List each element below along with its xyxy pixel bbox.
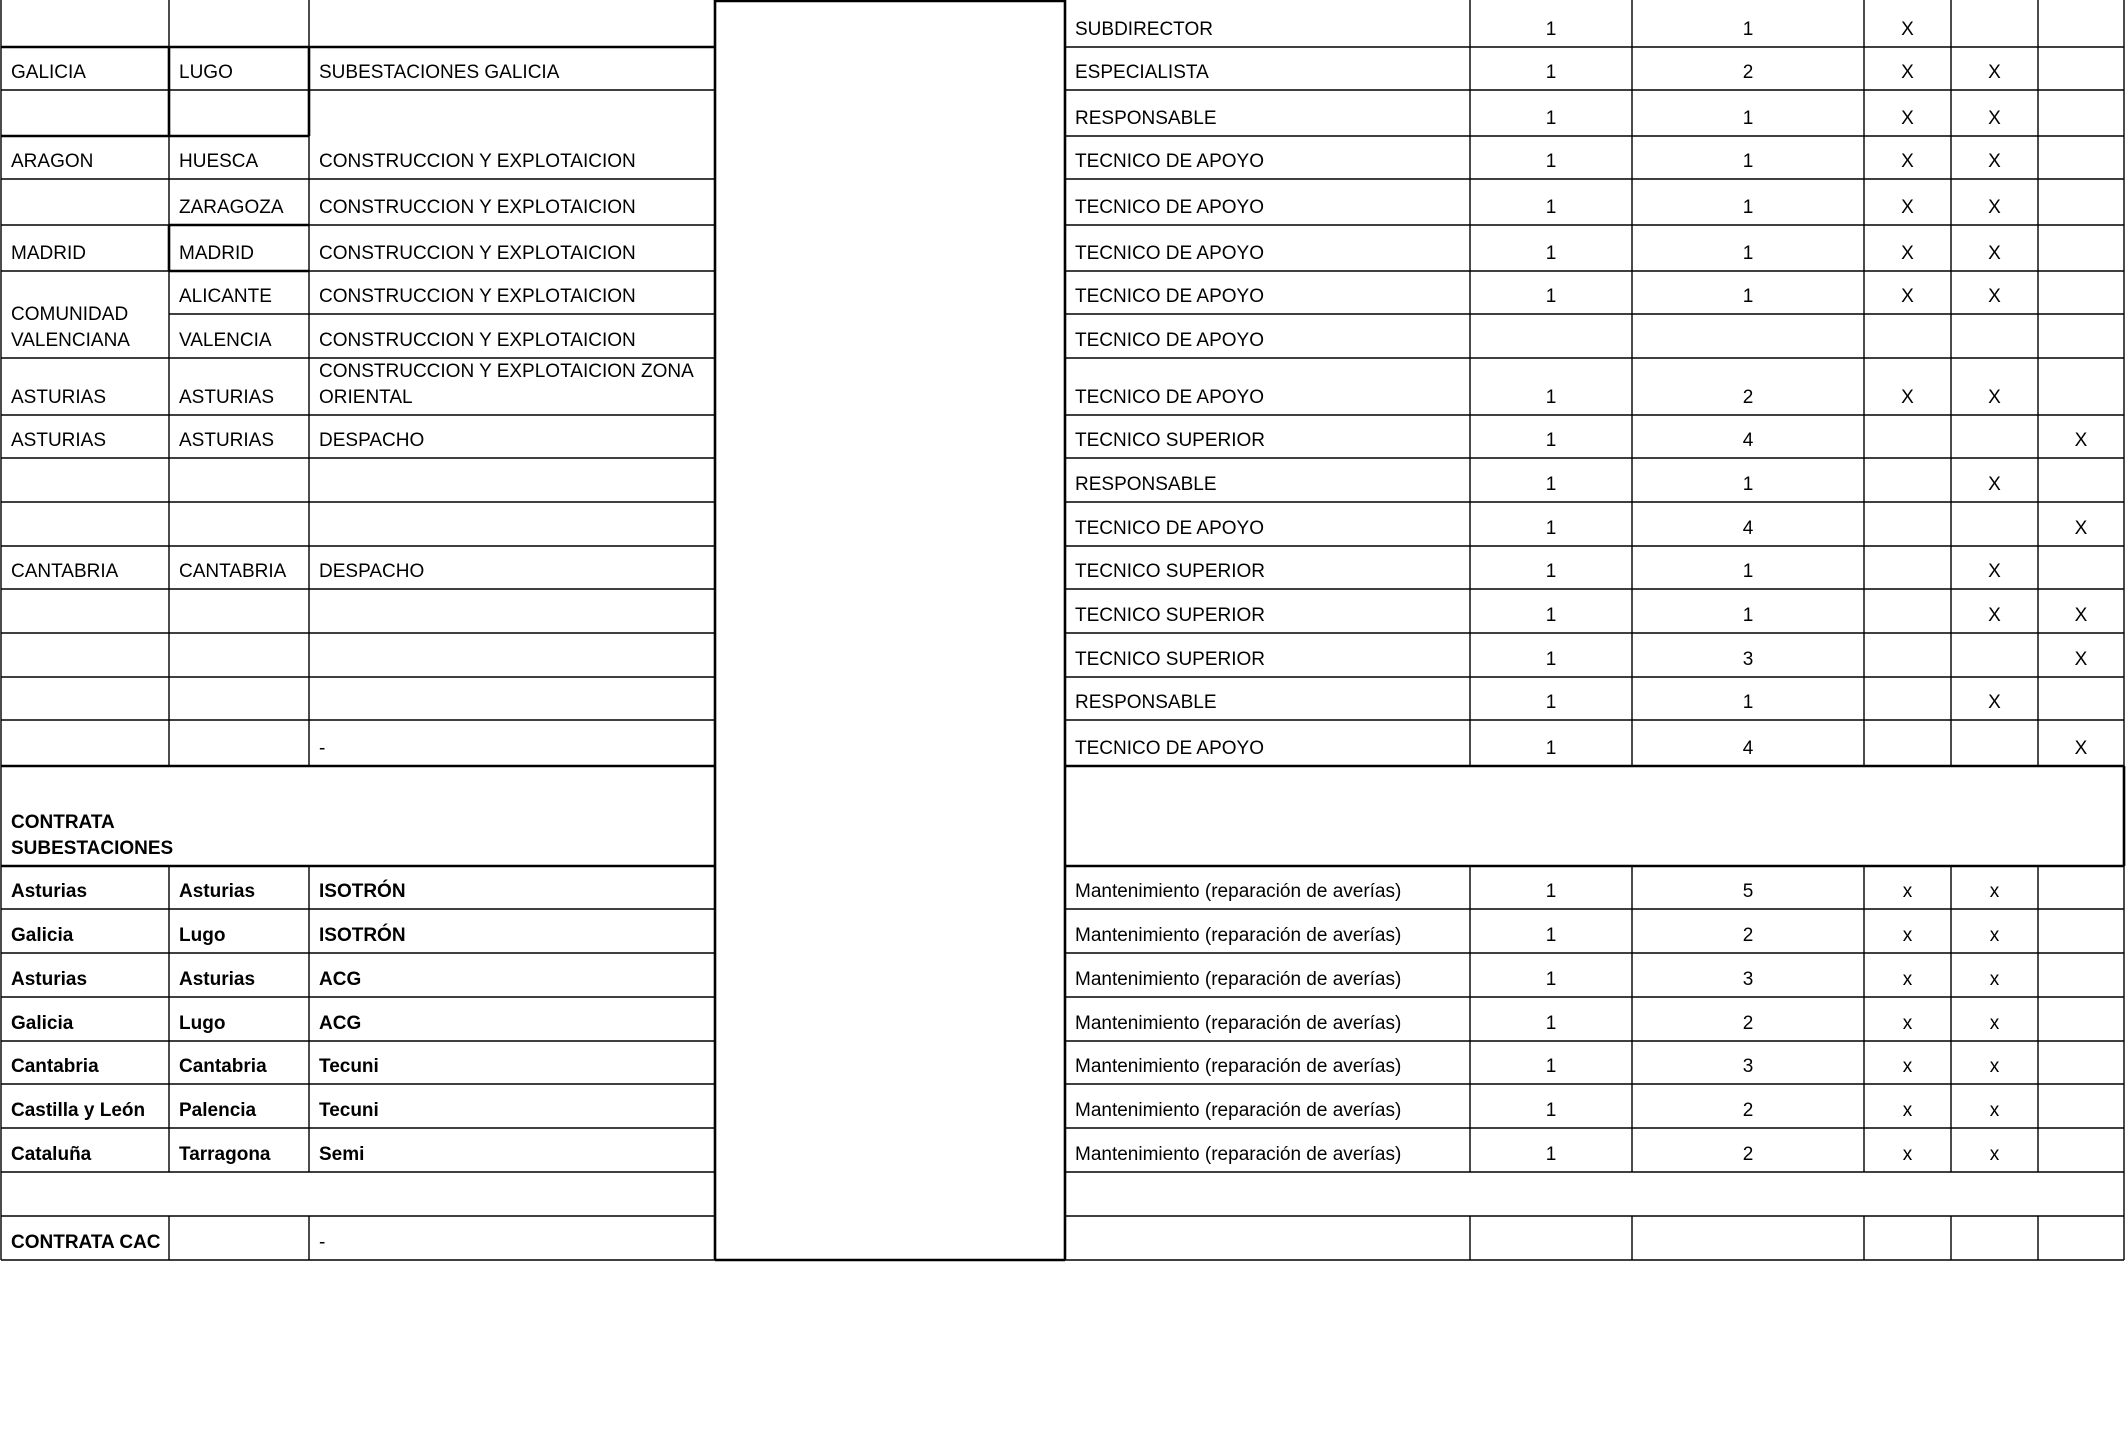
cell-count-b: 3 [1742,1056,1754,1077]
cell-region: Asturias [11,881,88,902]
section-title-contrata-cac: CONTRATA CAC [11,1232,161,1253]
cell-region: Galicia [11,925,74,946]
cell-mark-3: X [2074,649,2088,670]
cell-count-b: 1 [1742,692,1754,713]
cell-province: CANTABRIA [179,561,287,582]
cell-count-b: 1 [1742,197,1754,218]
cell-mark-2: X [1988,387,2001,408]
cell-mark-1: x [1902,1144,1913,1165]
cell-province: LUGO [179,62,233,83]
cell-task: Mantenimiento (reparación de averías) [1075,1100,1402,1121]
cell-count-a: 1 [1545,692,1557,713]
cell-role: RESPONSABLE [1075,692,1217,713]
cell-mark-1: X [1901,243,1914,264]
cell-region: Galicia [11,1013,74,1034]
cell-mark-3: X [2074,518,2088,539]
cell-province: ASTURIAS [179,430,275,451]
cell-mark-1: X [1901,387,1914,408]
cell-count-a: 1 [1545,286,1557,307]
cell-region: CANTABRIA [11,561,119,582]
cell-role: TECNICO SUPERIOR [1075,430,1266,451]
cell-mark-1: x [1902,969,1913,990]
cell-company: Semi [319,1144,365,1165]
cell-area: CONSTRUCCION Y EXPLOTAICION [319,286,636,307]
cell-mark-2: X [1988,692,2001,713]
cell-task: Mantenimiento (reparación de averías) [1075,1013,1402,1034]
cell-role: TECNICO DE APOYO [1075,738,1264,759]
cell-region: GALICIA [11,62,86,83]
cell-mark-1: X [1901,19,1914,40]
cell-count-b: 1 [1742,108,1754,129]
cell-count-a: 1 [1545,19,1557,40]
cell-count-a: 1 [1545,1100,1557,1121]
cell-count-a: 1 [1545,518,1557,539]
cell-count-b: 1 [1742,286,1754,307]
cell-area: CONSTRUCCION Y EXPLOTAICION [319,243,636,264]
cell-role: TECNICO SUPERIOR [1075,605,1266,626]
cell-count-b: 4 [1742,738,1754,759]
cell-role: TECNICO DE APOYO [1075,330,1264,351]
cell-mark-2: X [1988,605,2001,626]
cell-task: Mantenimiento (reparación de averías) [1075,925,1402,946]
cell-count-a: 1 [1545,197,1557,218]
cell-count-b: 4 [1742,430,1754,451]
cell-role: RESPONSABLE [1075,108,1217,129]
cell-mark-2: X [1988,108,2001,129]
cell-count-b: 1 [1742,19,1754,40]
cell-task: Mantenimiento (reparación de averías) [1075,1144,1402,1165]
cell-count-b: 2 [1742,62,1754,83]
cell-role: TECNICO DE APOYO [1075,518,1264,539]
cell-count-b: 2 [1742,1100,1754,1121]
cell-count-a: 1 [1545,1013,1557,1034]
cell-count-b: 5 [1742,881,1754,902]
cell-area: SUBESTACIONES GALICIA [319,62,560,83]
cell-province: Asturias [179,969,256,990]
cell-mark-1: x [1902,925,1913,946]
cell-company: ACG [319,1013,362,1034]
cell-company: Tecuni [319,1100,379,1121]
cell-mark-3: X [2074,430,2088,451]
cell-mark-2: X [1988,197,2001,218]
cell-company: ISOTRÓN [319,925,406,946]
cell-count-b: 2 [1742,1013,1754,1034]
cell-mark-2: x [1989,969,2000,990]
cell-count-b: 3 [1742,969,1754,990]
cell-province: Lugo [179,925,226,946]
cell-count-a: 1 [1545,62,1557,83]
cell-province: ZARAGOZA [179,197,284,218]
cell-area: - [319,1232,326,1253]
cell-mark-2: x [1989,1100,2000,1121]
cell-mark-2: X [1988,474,2001,495]
cell-count-a: 1 [1545,1056,1557,1077]
cell-company: ISOTRÓN [319,881,406,902]
cell-province: HUESCA [179,151,259,172]
cell-region: MADRID [11,243,86,264]
cell-count-b: 1 [1742,605,1754,626]
cell-mark-2: X [1988,62,2001,83]
cell-role: SUBDIRECTOR [1075,19,1213,40]
cell-province: Tarragona [179,1144,271,1165]
cell-mark-2: X [1988,286,2001,307]
cell-mark-2: x [1989,1056,2000,1077]
cell-mark-1: x [1902,1056,1913,1077]
cell-region: ARAGON [11,151,94,172]
cell-role: TECNICO DE APOYO [1075,387,1264,408]
cell-province: VALENCIA [179,330,272,351]
cell-region: ASTURIAS [11,387,107,408]
cell-province: Palencia [179,1100,257,1121]
cell-count-b: 1 [1742,561,1754,582]
cell-role: TECNICO DE APOYO [1075,151,1264,172]
cell-area: - [319,738,326,759]
cell-mark-1: X [1901,286,1914,307]
cell-province: Asturias [179,881,256,902]
cell-mark-3: X [2074,738,2088,759]
cell-count-a: 1 [1545,969,1557,990]
cell-mark-2: X [1988,151,2001,172]
cell-region: ASTURIAS [11,430,107,451]
cell-count-b: 1 [1742,474,1754,495]
cell-area: CONSTRUCCION Y EXPLOTAICION [319,197,636,218]
cell-count-b: 2 [1742,387,1754,408]
cell-province: MADRID [179,243,254,264]
cell-count-b: 2 [1742,925,1754,946]
cell-count-a: 1 [1545,474,1557,495]
cell-province: Lugo [179,1013,226,1034]
cell-area: CONSTRUCCION Y EXPLOTAICION ZONA ORIENTAL [319,361,693,408]
cell-count-a: 1 [1545,108,1557,129]
cell-count-a: 1 [1545,881,1557,902]
cell-mark-3: X [2074,605,2088,626]
cell-region: COMUNIDAD VALENCIANA [11,304,130,351]
cell-mark-2: x [1989,925,2000,946]
cell-role: TECNICO SUPERIOR [1075,561,1266,582]
cell-count-a: 1 [1545,925,1557,946]
cell-count-a: 1 [1545,151,1557,172]
cell-province: Cantabria [179,1056,267,1077]
cell-task: Mantenimiento (reparación de averías) [1075,969,1402,990]
cell-area: DESPACHO [319,561,425,582]
cell-province: ALICANTE [179,286,272,307]
cell-task: Mantenimiento (reparación de averías) [1075,881,1402,902]
cell-mark-2: x [1989,881,2000,902]
cell-count-b: 4 [1742,518,1754,539]
cell-mark-2: X [1988,243,2001,264]
cell-area: CONSTRUCCION Y EXPLOTAICION [319,151,636,172]
cell-count-a: 1 [1545,738,1557,759]
cell-region: Castilla y León [11,1100,146,1121]
cell-area: DESPACHO [319,430,425,451]
cell-role: RESPONSABLE [1075,474,1217,495]
cell-role: TECNICO SUPERIOR [1075,649,1266,670]
cell-count-b: 2 [1742,1144,1754,1165]
cell-role: TECNICO DE APOYO [1075,197,1264,218]
section-title-contrata-subestaciones: CONTRATA SUBESTACIONES [11,812,174,859]
cell-count-b: 1 [1742,151,1754,172]
cell-mark-1: x [1902,1100,1913,1121]
cell-mark-2: x [1989,1013,2000,1034]
cell-count-a: 1 [1545,387,1557,408]
cell-role: TECNICO DE APOYO [1075,286,1264,307]
cell-mark-1: X [1901,108,1914,129]
cell-mark-1: X [1901,151,1914,172]
cell-mark-2: x [1989,1144,2000,1165]
cell-mark-2: X [1988,561,2001,582]
cell-task: Mantenimiento (reparación de averías) [1075,1056,1402,1077]
cell-count-a: 1 [1545,243,1557,264]
cell-count-b: 3 [1742,649,1754,670]
cell-count-b: 1 [1742,243,1754,264]
cell-mark-1: X [1901,62,1914,83]
cell-company: ACG [319,969,362,990]
cell-region: Cantabria [11,1056,99,1077]
cell-count-a: 1 [1545,561,1557,582]
cell-area: CONSTRUCCION Y EXPLOTAICION [319,330,636,351]
cell-count-a: 1 [1545,1144,1557,1165]
cell-mark-1: x [1902,881,1913,902]
cell-company: Tecuni [319,1056,379,1077]
cell-mark-1: x [1902,1013,1913,1034]
cell-region: Cataluña [11,1144,92,1165]
cell-count-a: 1 [1545,430,1557,451]
cell-region: Asturias [11,969,88,990]
cell-count-a: 1 [1545,605,1557,626]
cell-province: ASTURIAS [179,387,275,408]
cell-role: ESPECIALISTA [1075,62,1209,83]
cell-count-a: 1 [1545,649,1557,670]
cell-role: TECNICO DE APOYO [1075,243,1264,264]
cell-mark-1: X [1901,197,1914,218]
